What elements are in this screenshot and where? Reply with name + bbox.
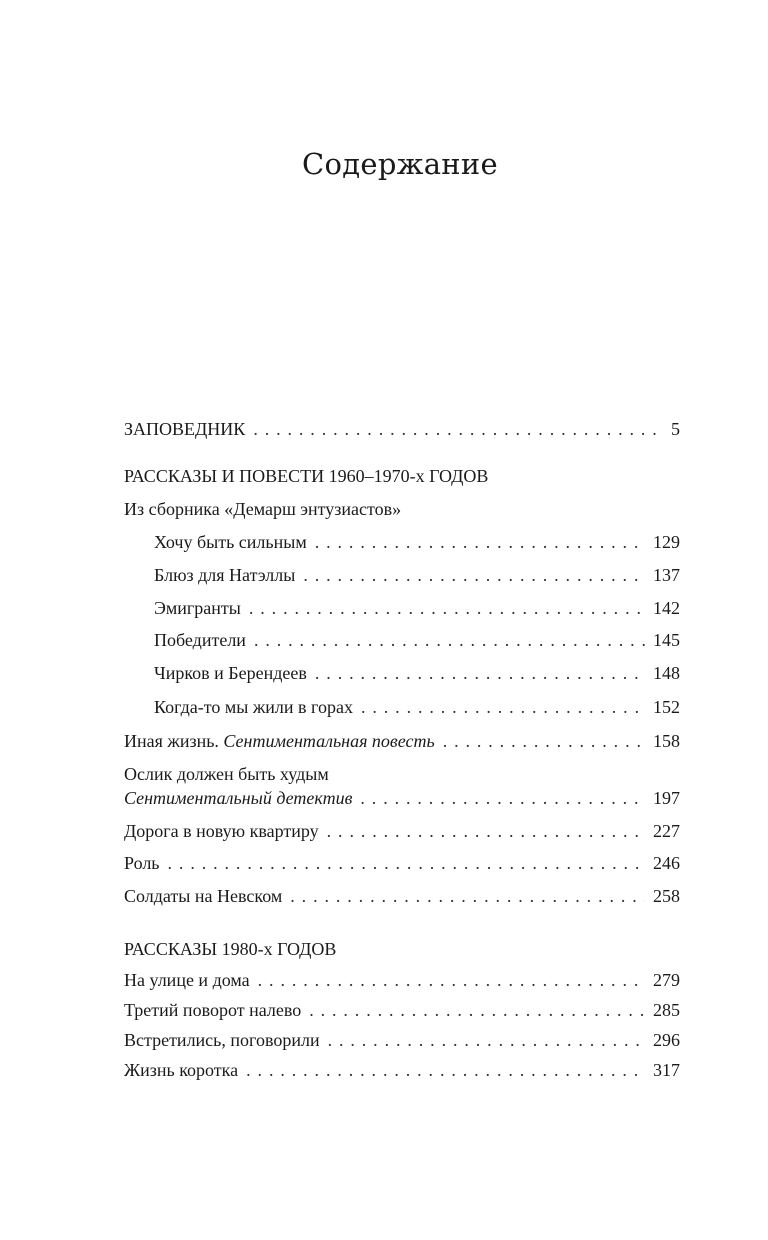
- toc-entry-page: 158: [653, 731, 680, 751]
- toc-entry-page: 5: [671, 419, 680, 439]
- toc-entry-title: Дорога в новую квартиру: [124, 821, 319, 841]
- toc-entry-title: Жизнь коротка: [124, 1060, 239, 1080]
- dot-leader: [290, 884, 645, 908]
- toc-entry-title: Эмигранты: [154, 598, 241, 618]
- toc-entry-zapovednik: [124, 417, 680, 441]
- toc-entry: [124, 968, 680, 992]
- toc-entry-page: 246: [653, 853, 680, 873]
- toc-entry-page: 197: [653, 788, 680, 808]
- toc-entry-title: [124, 729, 435, 753]
- toc-entry-subtitle: Сентиментальный детектив: [124, 788, 353, 808]
- toc-entry-page: 296: [653, 1030, 680, 1050]
- toc-entry-title: На улице и дома: [124, 970, 250, 990]
- toc-entry-page: 227: [653, 821, 680, 841]
- dot-leader: [303, 563, 645, 587]
- toc-entry: [154, 596, 680, 620]
- toc-entry: [124, 998, 680, 1022]
- dot-leader: [168, 851, 645, 875]
- toc-entry-page: 258: [653, 886, 680, 906]
- toc-entry-title: Когда-то мы жили в горах: [154, 697, 353, 717]
- toc-entry-page: 152: [653, 697, 680, 717]
- toc-entry: [124, 1028, 680, 1052]
- toc-entry-page: 285: [653, 1000, 680, 1020]
- toc-entry-doroga: [124, 819, 680, 843]
- dot-leader: [253, 417, 663, 441]
- toc-entry-title: Встретились, поговорили: [124, 1030, 320, 1050]
- dot-leader: [315, 530, 645, 554]
- toc-entry: [154, 530, 680, 554]
- toc-entry-main-title: Иная жизнь.: [124, 731, 219, 751]
- toc-entry-title: Чирков и Берендеев: [154, 663, 307, 683]
- toc-entry-page: 317: [653, 1060, 680, 1080]
- toc-entry-title: Третий поворот налево: [124, 1000, 302, 1020]
- dot-leader: [246, 1058, 645, 1082]
- page-title: Содержание: [301, 147, 499, 181]
- toc-entry-page: 279: [653, 970, 680, 990]
- toc-entry-title: Хочу быть сильным: [154, 532, 307, 552]
- toc-entry-page: 129: [653, 532, 680, 552]
- toc-entry: [124, 1058, 680, 1082]
- toc-entry: [154, 628, 680, 652]
- toc-entry-page: 148: [653, 663, 680, 683]
- toc-entry-rol: [124, 851, 680, 875]
- toc-entry-title: ЗАПОВЕДНИК: [124, 419, 246, 439]
- toc-entry-title: Победители: [154, 630, 246, 650]
- toc-entry-oslik: [124, 786, 680, 810]
- toc-entry-page: 145: [653, 630, 680, 650]
- toc-entry-title: Солдаты на Невском: [124, 886, 283, 906]
- toc-entry-soldaty: [124, 884, 680, 908]
- collection-heading: Из сборника «Демарш энтузиастов»: [124, 499, 402, 519]
- toc-entry-inaya-zhizn: [124, 729, 680, 753]
- dot-leader: [315, 661, 645, 685]
- dot-leader: [249, 596, 645, 620]
- toc-entry: [154, 661, 680, 685]
- dot-leader: [309, 998, 645, 1022]
- toc-entry-page: 137: [653, 565, 680, 585]
- toc-entry-oslik-title: Ослик должен быть худым: [124, 764, 329, 784]
- dot-leader: [360, 786, 645, 810]
- dot-leader: [254, 628, 645, 652]
- dot-leader: [258, 968, 645, 992]
- toc-entry: [154, 563, 680, 587]
- section-heading-1960-1970: РАССКАЗЫ И ПОВЕСТИ 1960–1970-х ГОДОВ: [124, 466, 489, 486]
- toc-entry-title: Роль: [124, 853, 160, 873]
- toc-entry-title: Блюз для Натэллы: [154, 565, 296, 585]
- dot-leader: [443, 729, 645, 753]
- toc-entry-page: 142: [653, 598, 680, 618]
- dot-leader: [327, 819, 645, 843]
- dot-leader: [361, 695, 645, 719]
- toc-entry-subtitle: Сентиментальная повесть: [223, 731, 435, 751]
- dot-leader: [328, 1028, 645, 1052]
- section-heading-1980: РАССКАЗЫ 1980-х ГОДОВ: [124, 939, 337, 959]
- toc-entry: [154, 695, 680, 719]
